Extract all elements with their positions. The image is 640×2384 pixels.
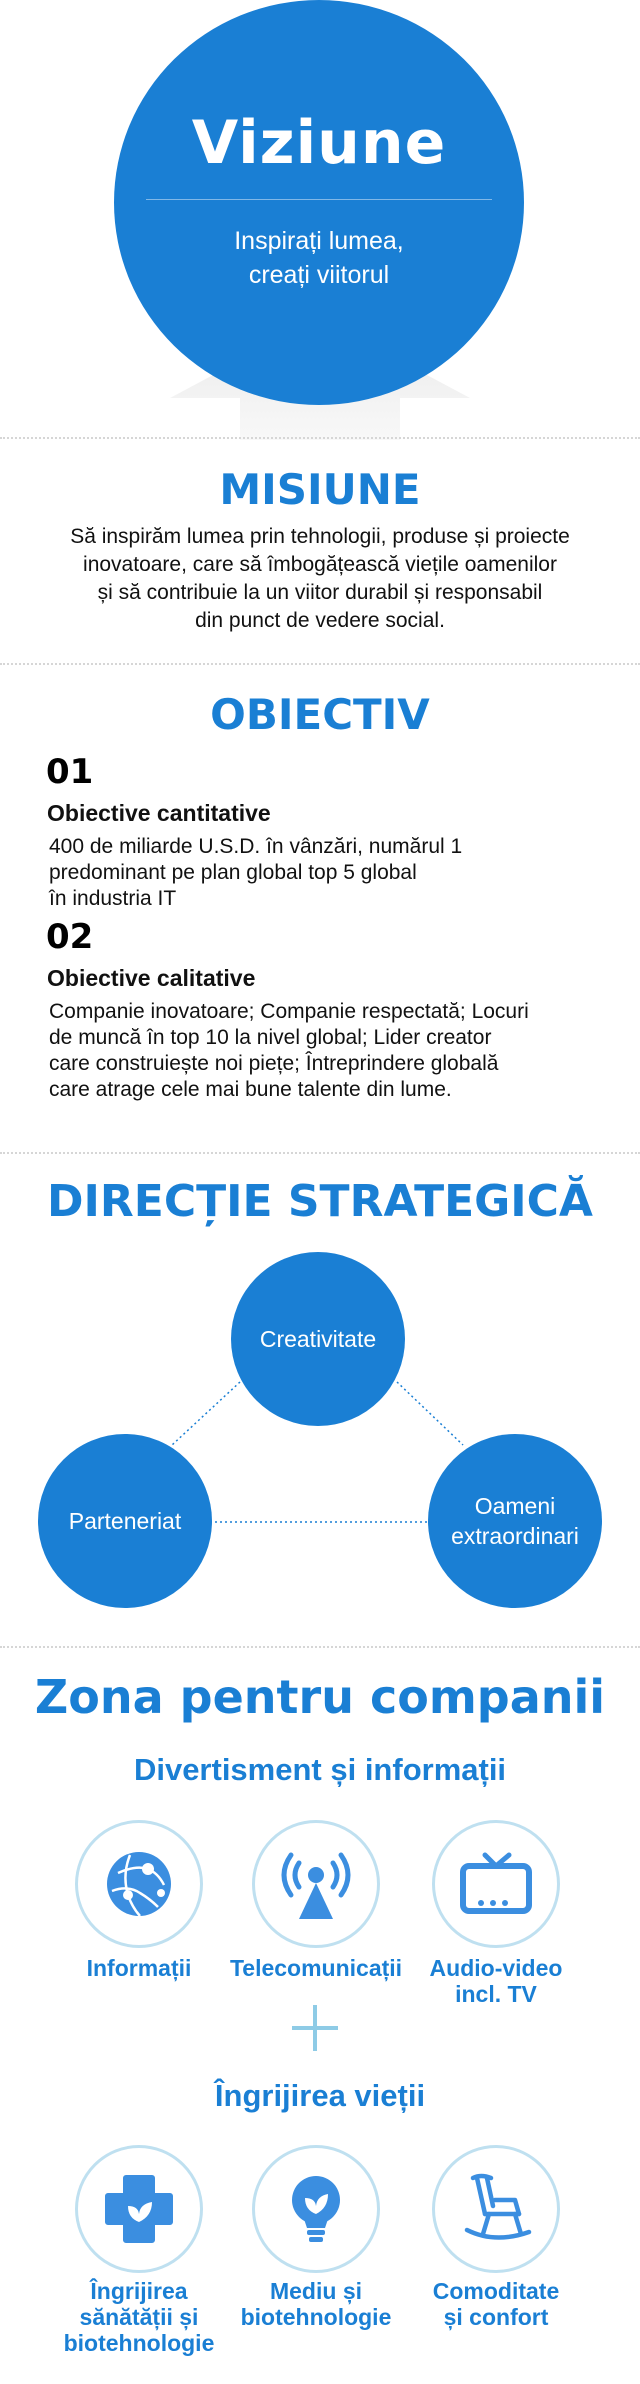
medical-cross-leaf-icon bbox=[78, 2148, 200, 2270]
business-item-label-line: sănătății și bbox=[79, 2304, 199, 2330]
business-item-label-line: Comoditate bbox=[432, 2278, 560, 2304]
mission-line: inovatoare, care să îmbogățească viețile oamenilor bbox=[83, 553, 557, 576]
strategy-node-label-line: Oameni bbox=[474, 1493, 556, 1519]
strategy-node-label bbox=[451, 1491, 579, 1551]
icon-ring bbox=[75, 2145, 203, 2273]
vision-section bbox=[0, 0, 640, 440]
strategy-node-people bbox=[428, 1434, 602, 1608]
objective-line: care atrage cele mai bune talente din lume. bbox=[49, 1078, 452, 1101]
objective-line: predominant pe plan global top 5 global bbox=[49, 861, 417, 884]
objective-line: care construiește noi piețe; Întreprindere globală bbox=[49, 1052, 499, 1075]
bulb-leaf-icon bbox=[255, 2148, 377, 2270]
business-item-label-line: și confort bbox=[443, 2304, 549, 2330]
strategy-node-label-line: extraordinari bbox=[451, 1523, 579, 1549]
vision-subtitle-line: creați viitorul bbox=[248, 261, 390, 289]
objective-line: în industria IT bbox=[49, 887, 177, 910]
mission-heading: MISIUNE bbox=[219, 465, 421, 514]
vision-divider bbox=[146, 199, 492, 200]
section-divider bbox=[0, 1646, 640, 1648]
objective-text bbox=[49, 999, 609, 1103]
business-item-label-line: biotehnologie bbox=[63, 2330, 215, 2356]
business-item-label-line: Telecomunicații bbox=[229, 1955, 403, 1981]
tv-icon bbox=[435, 1823, 557, 1945]
objective-line: 400 de miliarde U.S.D. în vânzări, numărul 1 bbox=[49, 835, 463, 858]
vision-title: Viziune bbox=[191, 108, 447, 178]
section-divider bbox=[0, 437, 640, 439]
strategy-node-label: Parteneriat bbox=[68, 1508, 182, 1534]
objective-number: 01 bbox=[46, 752, 94, 792]
objective-number: 02 bbox=[46, 917, 94, 957]
icon-ring bbox=[432, 2145, 560, 2273]
broadcast-tower-icon bbox=[255, 1823, 377, 1945]
objective-line: Companie inovatoare; Companie respectată; Locuri bbox=[49, 1000, 529, 1023]
icon-ring bbox=[252, 1820, 380, 1948]
vision-subtitle bbox=[114, 224, 524, 292]
business-item-label-line: Îngrijirea bbox=[90, 2278, 188, 2304]
objective-text bbox=[49, 834, 609, 912]
business-item-label-line: Audio-video bbox=[429, 1955, 563, 1981]
rocking-chair-icon bbox=[435, 2148, 557, 2270]
objective-title: Obiective cantitative bbox=[47, 800, 271, 826]
objective-heading: OBIECTIV bbox=[210, 690, 430, 739]
icon-ring bbox=[432, 1820, 560, 1948]
group-title: Îngrijirea vieții bbox=[214, 2078, 426, 2113]
section-divider bbox=[0, 663, 640, 665]
group-title: Divertisment și informații bbox=[133, 1752, 507, 1787]
section-divider bbox=[0, 1152, 640, 1154]
business-item-label-line: biotehnologie bbox=[240, 2304, 392, 2330]
strategy-node-partnership bbox=[38, 1434, 212, 1608]
business-item-label-line: Informații bbox=[86, 1955, 192, 1981]
mission-line: și să contribuie la un viitor durabil și responsabil bbox=[97, 581, 543, 604]
mission-line: din punct de vedere social. bbox=[195, 609, 445, 632]
icon-ring bbox=[252, 2145, 380, 2273]
mission-line: Să inspirăm lumea prin tehnologii, produse și proiecte bbox=[70, 525, 570, 548]
vision-circle bbox=[114, 0, 524, 405]
plus-icon bbox=[290, 2003, 340, 2053]
vision-subtitle-line: Inspirați lumea, bbox=[234, 227, 404, 255]
mission-text bbox=[0, 523, 640, 635]
business-item-label-line: incl. TV bbox=[455, 1981, 537, 2007]
business-item-label bbox=[216, 1955, 416, 1981]
objective-line: de muncă în top 10 la nivel global; Lider creator bbox=[49, 1026, 492, 1049]
icon-ring bbox=[75, 1820, 203, 1948]
business-item-label bbox=[39, 1955, 239, 1981]
business-item-label bbox=[216, 2278, 416, 2330]
business-item-label bbox=[396, 2278, 596, 2330]
strategy-node-label: Creativitate bbox=[259, 1326, 377, 1352]
strategy-heading: DIRECȚIE STRATEGICĂ bbox=[46, 1176, 593, 1227]
business-item-label bbox=[396, 1955, 596, 2007]
business-item-label-line: Mediu și bbox=[269, 2278, 362, 2304]
strategy-node-creativity bbox=[231, 1252, 405, 1426]
business-item-label bbox=[39, 2278, 239, 2356]
objective-title: Obiective calitative bbox=[47, 965, 256, 991]
business-heading: Zona pentru companii bbox=[34, 1670, 606, 1724]
globe-network-icon bbox=[78, 1823, 200, 1945]
